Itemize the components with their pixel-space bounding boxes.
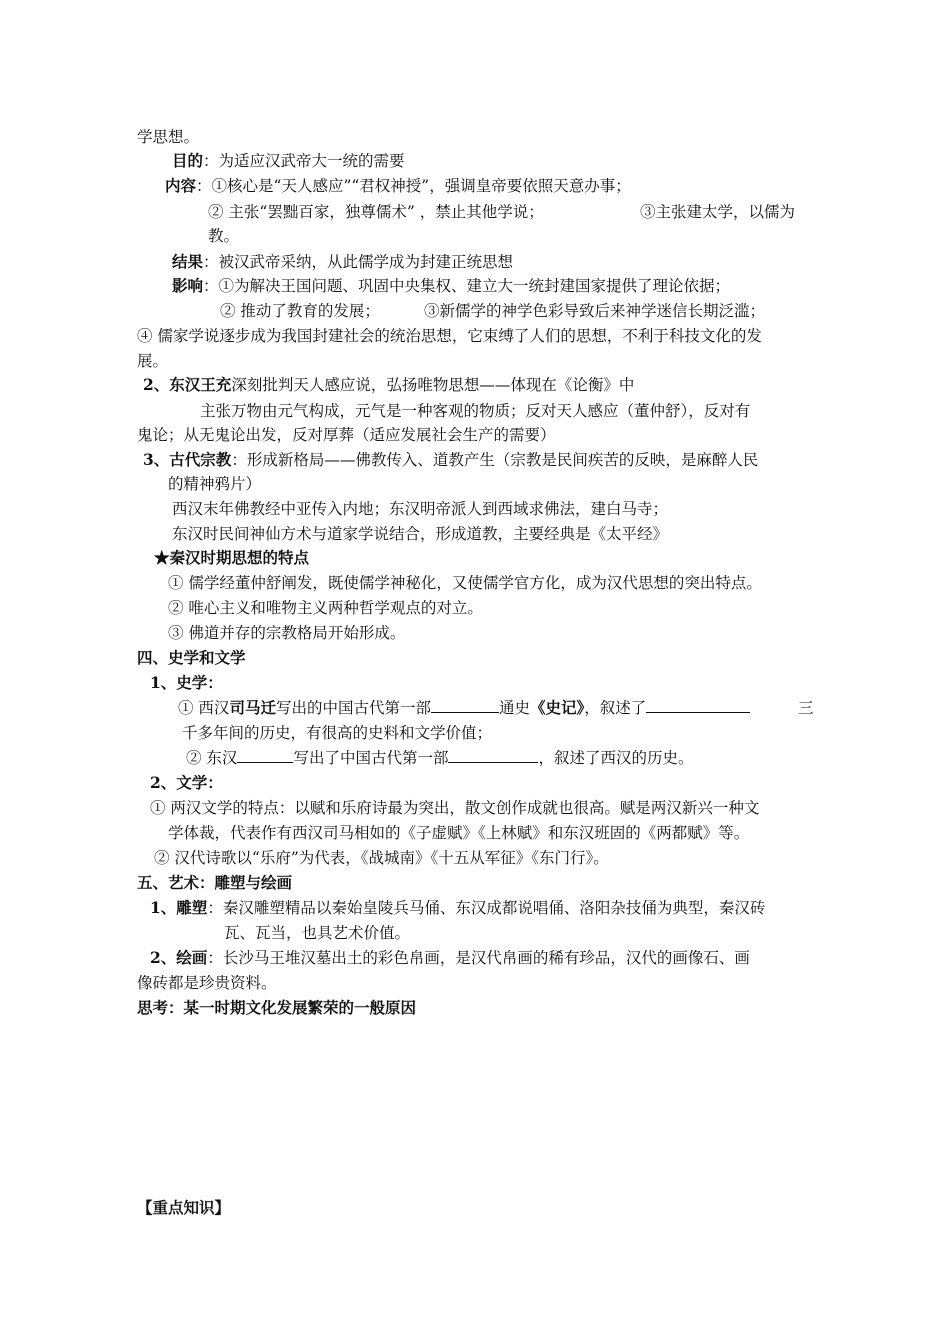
religion-label: 古代宗教 [169, 450, 232, 469]
influence-text: ：①为解决王国问题、巩固中央集权、建立大一统封建国家提供了理论依据； [203, 277, 731, 295]
religion-line [143, 449, 758, 471]
section-heading: 四、史学和文学 [137, 648, 246, 667]
section-heading: ★秦汉时期思想的特点 [154, 548, 310, 567]
sculpture-label: 雕塑 [176, 898, 208, 917]
text-span: 写出了中国古代第一部 [293, 749, 449, 767]
subsection-heading: 2、文学： [150, 773, 223, 792]
text-line: ① 两汉文学的特点：以赋和乐府诗最为突出，散文创作成就也很高。赋是两汉新兴一种文 [150, 799, 760, 817]
history-line-2 [186, 747, 693, 769]
item-number: 3、 [143, 450, 170, 469]
text-line: 学体裁，代表作有西汉司马相如的《子虚赋》《上林赋》和东汉班固的《两都赋》等。 [168, 824, 750, 842]
text-line: 学思想。 [137, 128, 200, 146]
text-line: 展。 [137, 352, 169, 370]
text-line: 东汉时民间神仙方术与道家学说结合，形成道教，主要经典是《太平经》 [172, 525, 669, 543]
text-line: 西汉末年佛教经中亚传入内地；东汉明帝派人到西域求佛法，建白马寺； [172, 500, 669, 518]
text-line: ③新儒学的神学色彩导致后来神学迷信长期泛滥； [424, 302, 766, 320]
text-line: 像砖都是珍贵资料。 [137, 974, 277, 992]
religion-text: ：形成新格局——佛教传入、道教产生（宗教是民间疾苦的反映，是麻醉人民 [231, 451, 759, 469]
purpose-label: 目的 [172, 151, 204, 170]
result-text: ：被汉武帝采纳，从此儒学成为封建正统思想 [203, 253, 514, 271]
text-line: ③主张建太学，以儒为 [640, 203, 796, 221]
text-span: ① 西汉 [178, 699, 230, 717]
text-span: 通史 [498, 699, 530, 717]
wangchong-line [143, 374, 634, 396]
text-line: ④ 儒家学说逐步成为我国封建社会的统治思想，它束缚了人们的思想，不利于科技文化的发 [137, 327, 762, 345]
painting-text: ：长沙马王堆汉墓出土的彩色帛画，是汉代帛画的稀有珍品，汉代的画像石、画 [207, 949, 750, 967]
section-heading: 五、艺术：雕塑与绘画 [137, 873, 293, 892]
text-span: ，叙述了 [584, 699, 647, 717]
influence-label: 影响 [172, 276, 204, 295]
influence-line [172, 275, 730, 297]
text-line: 千多年间的历史，有很高的史料和文学价值； [182, 724, 493, 742]
text-line: ② 推动了教育的发展； [220, 302, 380, 320]
fill-blank[interactable] [448, 748, 538, 763]
fill-blank[interactable] [431, 698, 499, 713]
wangchong-label: 东汉王充 [169, 375, 232, 394]
sculpture-text: ：秦汉雕塑精品以秦始皇陵兵马俑、东汉成都说唱俑、洛阳杂技俑为典型，秦汉砖 [207, 899, 766, 917]
content-text: ：①核心是“天人感应”“君权神授”，强调皇帝要依照天意办事； [196, 177, 631, 195]
fill-blank[interactable] [646, 698, 750, 713]
text-line: 三 [798, 699, 814, 717]
text-span: 《史记》 [529, 698, 585, 717]
text-span: ，叙述了西汉的历史。 [538, 749, 694, 767]
purpose-text: ：为适应汉武帝大一统的需要 [203, 152, 405, 170]
wangchong-text: 深刻批判天人感应说，弘扬唯物思想——体现在《论衡》中 [231, 376, 635, 394]
painting-line [150, 947, 750, 969]
text-line: ② 汉代诗歌以“乐府”为代表，《战城南》《十五从军征》《东门行》。 [154, 849, 609, 867]
content-label: 内容 [165, 176, 197, 195]
text-line: 教。 [208, 227, 240, 245]
text-line: 的精神鸦片） [168, 475, 262, 493]
item-number: 2、 [150, 948, 177, 967]
text-line: 主张万物由元气构成，元气是一种客观的物质；反对天人感应（董仲舒），反对有 [200, 402, 751, 420]
text-line: ② 主张“罢黜百家，独尊儒术” ，禁止其他学说； [208, 203, 544, 221]
text-line: ③ 佛道并存的宗教格局开始形成。 [168, 624, 406, 642]
text-line: 瓦、瓦当，也具艺术价值。 [224, 924, 411, 942]
text-span: 司马迁 [229, 698, 276, 717]
item-number: 2、 [143, 375, 170, 394]
history-line [178, 697, 750, 719]
text-line: ② 唯心主义和唯物主义两种哲学观点的对立。 [168, 599, 483, 617]
content-line [165, 175, 631, 197]
result-label: 结果 [172, 252, 204, 271]
fill-blank[interactable] [237, 748, 293, 763]
text-span: 写出的中国古代第一部 [275, 699, 431, 717]
sculpture-line [150, 897, 765, 919]
thinking-question: 思考：某一时期文化发展繁荣的一般原因 [137, 998, 417, 1017]
text-span: ② 东汉 [186, 749, 238, 767]
painting-label: 绘画 [176, 948, 208, 967]
text-line: ① 儒学经董仲舒阐发，既使儒学神秘化，又使儒学官方化，成为汉代思想的突出特点。 [168, 574, 762, 592]
item-number: 1、 [150, 898, 177, 917]
key-knowledge-heading: 【重点知识】 [137, 1198, 231, 1217]
result-line [172, 251, 513, 273]
text-line: 鬼论；从无鬼论出发，反对厚葬（适应发展社会生产的需要） [137, 426, 556, 444]
subsection-heading: 1、史学： [150, 673, 223, 692]
purpose-line [172, 150, 405, 172]
